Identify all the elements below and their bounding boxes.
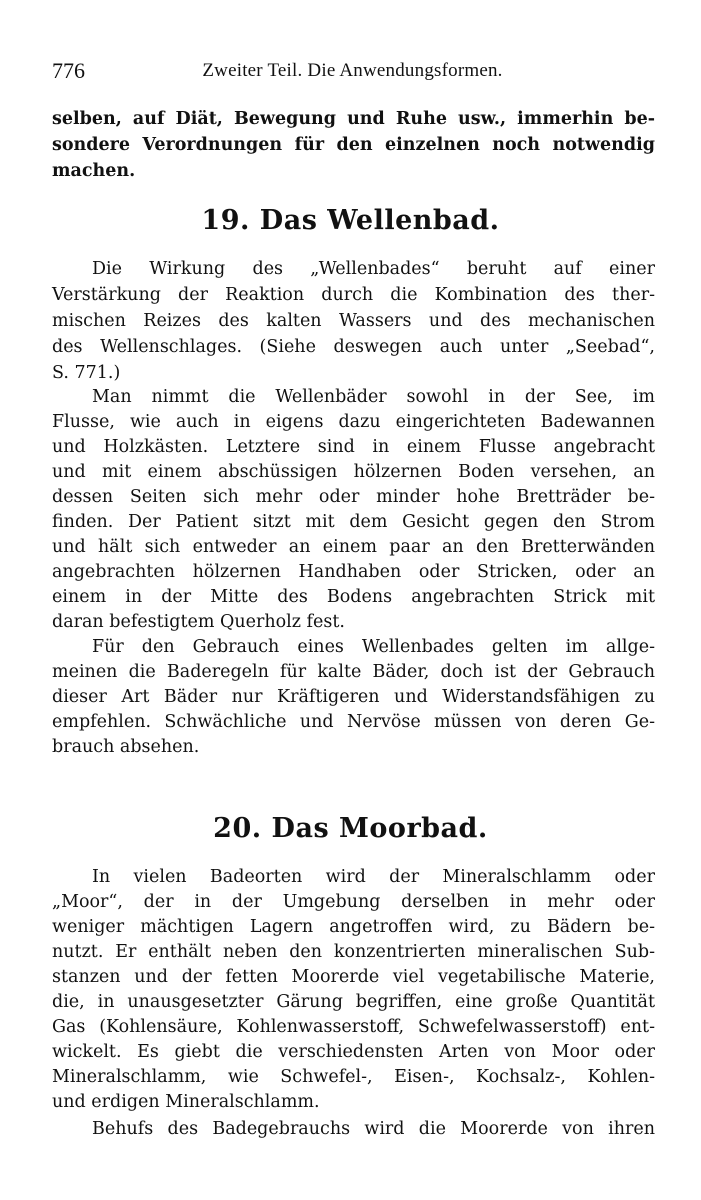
text-line: mischen Reizes des kalten Wassers und des mechanischen xyxy=(52,311,655,331)
text-line: brauch absehen. xyxy=(52,737,200,757)
text-line: die, in unausgesetzter Gärung begriffen, eine große Quantität xyxy=(52,992,655,1012)
text-line: dieser Art Bäder nur Kräftigeren und Widerstandsfähigen zu xyxy=(52,687,655,707)
text-line: und Holzkästen. Letztere sind in einem Flusse angebracht xyxy=(52,437,655,457)
text-line: „Moor“, der in der Umgebung derselben in mehr oder xyxy=(52,892,655,912)
text-line: angebrachten hölzernen Handhaben oder Stricken, oder an xyxy=(52,562,655,582)
running-head xyxy=(52,58,653,86)
text-line: Flusse, wie auch in eigens dazu eingerichteten Badewannen xyxy=(52,412,655,432)
running-title: Zweiter Teil. Die Anwendungsformen. xyxy=(202,60,503,81)
text-line: weniger mächtigen Lagern angetroffen wird, zu Bädern be- xyxy=(52,917,655,937)
text-line: In vielen Badeorten wird der Mineralschlamm oder xyxy=(92,867,655,887)
text-line: Die Wirkung des „Wellenbades“ beruht auf einer xyxy=(92,259,655,279)
text-line: Gas (Kohlensäure, Kohlenwasserstoff, Schwefelwasserstoff) ent- xyxy=(52,1017,655,1037)
text-line: und erdigen Mineralschlamm. xyxy=(52,1092,320,1112)
text-line: wickelt. Es giebt die verschiedensten Arten von Moor oder xyxy=(52,1042,655,1062)
page-number: 776 xyxy=(52,58,85,83)
text-line: meinen die Baderegeln für kalte Bäder, doch ist der Gebrauch xyxy=(52,662,655,682)
text-line: Verstärkung der Reaktion durch die Kombination des ther- xyxy=(52,285,655,305)
text-line: selben, auf Diät, Bewegung und Ruhe usw., immerhin be- xyxy=(52,109,655,129)
text-line: Mineralschlamm, wie Schwefel-, Eisen-, Kochsalz-, Kohlen- xyxy=(52,1067,655,1087)
text-line: nutzt. Er enthält neben den konzentrierten mineralischen Sub- xyxy=(52,942,655,962)
text-line: Für den Gebrauch eines Wellenbades gelten im allge- xyxy=(92,637,655,657)
text-line: des Wellenschlages. (Siehe deswegen auch unter „Seebad“, xyxy=(52,337,655,357)
text-line: Man nimmt die Wellenbäder sowohl in der See, im xyxy=(92,387,655,407)
text-line: und hält sich entweder an einem paar an den Bretterwänden xyxy=(52,537,655,557)
section-heading: 19. Das Wellenbad. xyxy=(201,205,500,236)
text-line: sondere Verordnungen für den einzelnen noch notwendig xyxy=(52,135,655,155)
text-line: finden. Der Patient sitzt mit dem Gesicht gegen den Strom xyxy=(52,512,655,532)
text-line: Behufs des Badegebrauchs wird die Moorerde von ihren xyxy=(92,1119,655,1139)
section-heading: 20. Das Moorbad. xyxy=(213,813,488,844)
text-line: empfehlen. Schwächliche und Nervöse müssen von deren Ge- xyxy=(52,712,655,732)
text-line: stanzen und der fetten Moorerde viel vegetabilische Materie, xyxy=(52,967,655,987)
text-line: S. 771.) xyxy=(52,363,121,383)
text-line: einem in der Mitte des Bodens angebrachten Strick mit xyxy=(52,587,655,607)
text-line: und mit einem abschüssigen hölzernen Boden versehen, an xyxy=(52,462,655,482)
text-line: machen. xyxy=(52,161,136,181)
text-line: daran befestigtem Querholz fest. xyxy=(52,612,345,632)
text-line: dessen Seiten sich mehr oder minder hohe Bretträder be- xyxy=(52,487,655,507)
